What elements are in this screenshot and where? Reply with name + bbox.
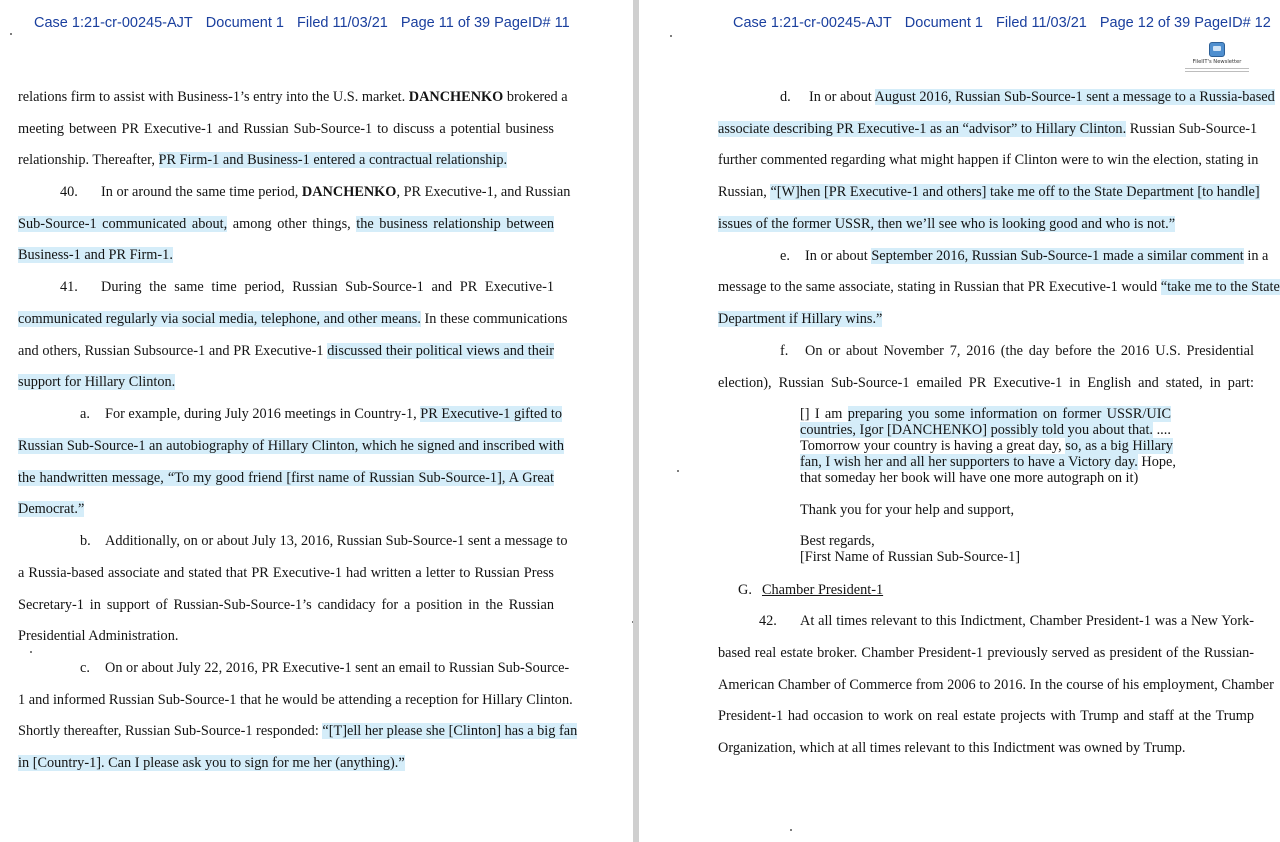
- subparagraph-letter: a.: [80, 406, 90, 422]
- text-line: At all times relevant to this Indictment, Chamber President-1 was a New York-: [800, 613, 1254, 629]
- scan-speck: [670, 35, 672, 37]
- text-line: based real estate broker. Chamber President-1 previously served as president of the Russian-: [718, 645, 1254, 661]
- text-line: Secretary-1 in support of Russian-Sub-Source-1’s candidacy for a position in the Russian: [18, 597, 554, 613]
- newsletter-badge[interactable]: [1181, 42, 1253, 74]
- text-line: issues of the former USSR, then we’ll see who is looking good and who is not.”: [718, 216, 1176, 232]
- quote-line: [] I am preparing you some information on former USSR/UIC: [800, 406, 1171, 422]
- scan-speck: [10, 33, 12, 35]
- text-line: message to the same associate, stating in Russian that PR Executive-1 would “take me to the State: [718, 279, 1280, 295]
- document-number: Document 1: [205, 15, 284, 31]
- page-number: Page 12 of 39 PageID# 12: [1099, 15, 1271, 31]
- text-line: in [Country-1]. Can I please ask you to sign for me her (anything).”: [18, 755, 405, 771]
- text-line: For example, during July 2016 meetings in Country-1, PR Executive-1 gifted to: [105, 406, 563, 422]
- quote-line: countries, Igor [DANCHENKO] possibly told you about that. ....: [800, 422, 1171, 438]
- text-line: In or about September 2016, Russian Sub-Source-1 made a similar comment in a: [805, 248, 1269, 264]
- section-letter: G.: [738, 582, 752, 598]
- text-line: the handwritten message, “To my good friend [first name of Russian Sub-Source-1], A Great: [18, 470, 554, 486]
- paragraph-number: 40.: [60, 184, 78, 200]
- case-number: Case 1:21-cr-00245-AJT: [34, 15, 193, 31]
- newsletter-title: FileIIT's Newsletter: [1192, 59, 1242, 65]
- scan-speck: [677, 470, 679, 472]
- text-line: communicated regularly via social media, telephone, and other means. In these communications: [18, 311, 568, 327]
- text-line: American Chamber of Commerce from 2006 to 2016. In the course of his employment, Chamber: [718, 677, 1274, 693]
- subparagraph-letter: b.: [80, 533, 91, 549]
- text-line: Shortly thereafter, Russian Sub-Source-1 responded: “[T]ell her please she [Clinton] has a big fan: [18, 723, 578, 739]
- closing-regards: Best regards,: [800, 533, 875, 549]
- subparagraph-letter: e.: [780, 248, 790, 264]
- document-page-11: [0, 0, 633, 842]
- case-number: Case 1:21-cr-00245-AJT: [733, 15, 892, 31]
- filed-date: Filed 11/03/21: [297, 15, 388, 31]
- text-line: Sub-Source-1 communicated about, among other things, the business relationship between: [18, 216, 554, 232]
- filed-date: Filed 11/03/21: [996, 15, 1087, 31]
- text-line: Organization, which at all times relevant to this Indictment was owned by Trump.: [718, 740, 1186, 756]
- document-page-12: [639, 0, 1280, 842]
- text-line: On or about July 22, 2016, PR Executive-1 sent an email to Russian Sub-Source-: [105, 660, 570, 676]
- text-line: Additionally, on or about July 13, 2016, Russian Sub-Source-1 sent a message to: [105, 533, 568, 549]
- text-line: During the same time period, Russian Sub-Source-1 and PR Executive-1: [101, 279, 554, 295]
- paragraph-number: 42.: [759, 613, 777, 629]
- quote-line: that someday her book will have one more autograph on it): [800, 470, 1139, 486]
- text-line: Department if Hillary wins.”: [718, 311, 883, 327]
- subparagraph-letter: f.: [780, 343, 789, 359]
- document-number: Document 1: [904, 15, 983, 31]
- scan-speck: [632, 621, 633, 623]
- paragraph-number: 41.: [60, 279, 78, 295]
- text-line: President-1 had occasion to work on real estate projects with Trump and staff at the Trump: [718, 708, 1254, 724]
- newsletter-fine-print: [1181, 68, 1253, 72]
- page-header: [34, 15, 579, 31]
- text-line: Business-1 and PR Firm-1.: [18, 247, 173, 263]
- text-line: In or around the same time period, DANCHENKO, PR Executive-1, and Russian: [101, 184, 571, 200]
- text-line: Presidential Administration.: [18, 628, 179, 644]
- text-line: relationship. Thereafter, PR Firm-1 and Business-1 entered a contractual relationship.: [18, 152, 508, 168]
- text-line: Democrat.”: [18, 501, 85, 517]
- subparagraph-letter: d.: [780, 89, 791, 105]
- page-header: [733, 15, 1280, 31]
- text-line: election), Russian Sub-Source-1 emailed PR Executive-1 in English and stated, in part:: [718, 375, 1254, 391]
- text-line: meeting between PR Executive-1 and Russian Sub-Source-1 to discuss a potential business: [18, 121, 554, 137]
- text-line: associate describing PR Executive-1 as an “advisor” to Hillary Clinton. Russian Sub-Source-1: [718, 121, 1258, 137]
- closing-signature: [First Name of Russian Sub-Source-1]: [800, 549, 1020, 565]
- text-line: 1 and informed Russian Sub-Source-1 that he would be attending a reception for Hillary Clinton.: [18, 692, 573, 708]
- section-heading: Chamber President-1: [762, 582, 884, 598]
- closing-thanks: Thank you for your help and support,: [800, 502, 1015, 518]
- text-line: Russian Sub-Source-1 an autobiography of Hillary Clinton, which he signed and inscribed with: [18, 438, 564, 454]
- text-line: Russian, “[W]hen [PR Executive-1 and others] take me off to the State Department [to handle]: [718, 184, 1260, 200]
- subparagraph-letter: c.: [80, 660, 90, 676]
- text-line: On or about November 7, 2016 (the day before the 2016 U.S. Presidential: [805, 343, 1254, 359]
- text-line: and others, Russian Subsource-1 and PR Executive-1 discussed their political views and their: [18, 343, 555, 359]
- text-line: a Russia-based associate and stated that PR Executive-1 had written a letter to Russian Press: [18, 565, 554, 581]
- text-line: support for Hillary Clinton.: [18, 374, 176, 390]
- text-line: In or about August 2016, Russian Sub-Source-1 sent a message to a Russia-based: [809, 89, 1275, 105]
- page-number: Page 11 of 39 PageID# 11: [400, 15, 570, 31]
- newsletter-icon: [1209, 42, 1225, 57]
- quote-line: fan, I wish her and all her supporters to have a Victory day. Hope,: [800, 454, 1176, 470]
- text-line: relations firm to assist with Business-1’s entry into the U.S. market. DANCHENKO brokered a: [18, 89, 568, 105]
- quote-line: Tomorrow your country is having a great day, so, as a big Hillary: [800, 438, 1173, 454]
- scan-speck: [790, 829, 792, 831]
- scan-speck: [30, 651, 32, 653]
- text-line: further commented regarding what might happen if Clinton were to win the election, stating in: [718, 152, 1259, 168]
